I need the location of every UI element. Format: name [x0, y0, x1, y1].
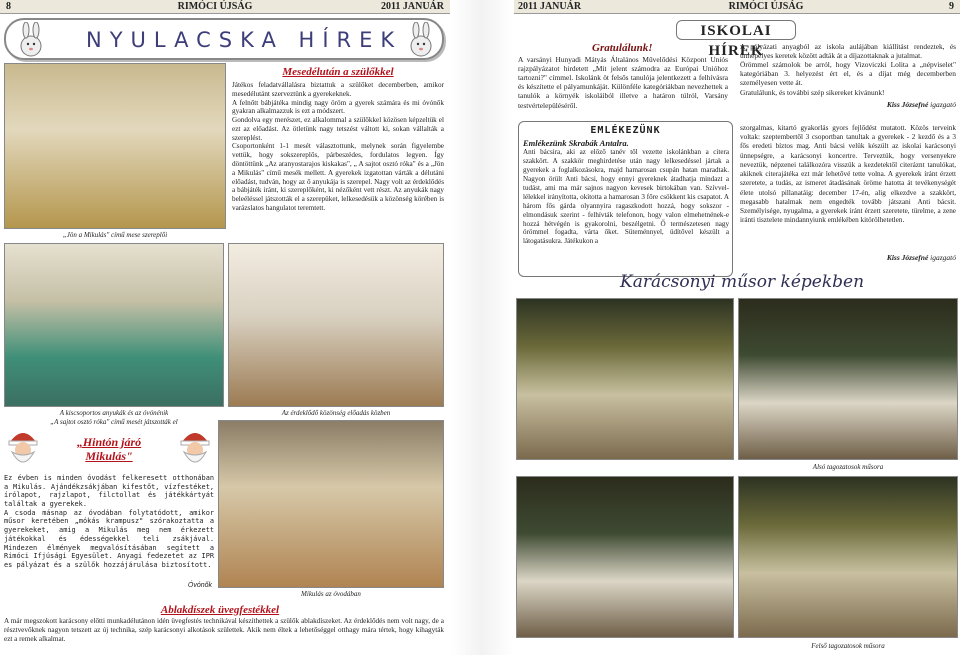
right-page-number: 9 [949, 1, 954, 12]
section-title: ISKOLAI HÍREK [700, 23, 772, 59]
article-body-hinto: Ez évben is minden óvodást felkeresett otthonában a Mikulás. Ajándékzsákjában kifestőt, vízfestéket, írólapot, rajzlapot, filctollat és játékkártyát találtak a gyerekek. A csoda másnap az óvodában folytatódott, amikor műsor keretében „mókás krampusz" szórakoztatta a gyerekeket, amig a Mikulás meg nem érkezett játékokkal és édességekkel teli zsákjával. Mindezen élmények megvalósításában segített a Rimóci Ifjúsági Egyesület. Anyagi fedezetet az IPR es pályázat és a szülők hozzájárulása biztosított. [4, 474, 214, 569]
photo-lower-school-2 [738, 298, 958, 460]
left-newspaper-title: RIMÓCI ÚJSÁG [177, 1, 253, 12]
right-page-header [514, 0, 960, 14]
bunny-icon [404, 22, 438, 58]
palyazat-signature [740, 100, 956, 109]
right-newspaper-title: RIMÓCI ÚJSÁG [728, 1, 804, 12]
emlekezunk-subtitle: Emlékezünk Skrabák Antalra. [523, 138, 629, 148]
santa-icon [4, 428, 42, 468]
photo-santa-kindergarten [218, 420, 444, 588]
emlekezunk-signature-name: Kiss Józsefné [886, 253, 929, 262]
palyazat-signature-role: igazgató [930, 100, 956, 109]
left-issue-date: 2011 JANUÁR [380, 1, 444, 12]
christmas-section-title: Karácsonyi műsor képekben [620, 272, 865, 292]
emlekezunk-signature [740, 253, 956, 262]
caption-santa-kindergarten: Mikulás az óvodában [301, 590, 361, 598]
hinto-title [44, 436, 174, 464]
photo-cheese-fox-play [4, 243, 224, 407]
caption-puppet-cast: „Jön a Mikulás" című mese szereplői [62, 231, 168, 239]
article-title-gratulalunk: Gratulálunk! [592, 42, 653, 54]
left-page-number: 8 [6, 1, 11, 12]
article-body-palyazat: A pályázati anyagból az iskola aulájában kiállítást rendeztek, és ünnepélyes keretek között adták át a díjazottaknak a jutalmat. Örömmel számolok be arról, hogy Vizoviczki Lolita a „népviselet" kategóriában 3. helyezést ért el, és a díjat még decemberben személyesen vette át. Gratulálunk, és további szép sikereket kívánunk! [740, 42, 956, 97]
hinto-title-line2: Mikulás" [85, 448, 133, 463]
article-title-mesedelutan: Mesedélután a szülőkkel [282, 66, 394, 78]
photo-upper-school-1 [516, 476, 734, 638]
hinto-title-line1: „Hintón járó [76, 435, 142, 449]
left-page-header [0, 0, 450, 14]
banner-title: NYULACSKA HÍREK [86, 28, 403, 52]
photo-audience [228, 243, 444, 407]
article-body-emlekezunk-col2: szorgalmas, kitartó gyakorlás gyors fejlődést mutatott. Közös terveink voltak: szeptembertől 3 csoportban tanultak a gyerekek - 2 kezdő és a 3 fős eredeti bíztos mag. Anti bácsi velük készült az iskolai karácsonyi ünnepségre, a karácsonyi koncertre. Terveztük, hogy versenyekre neveztük, népzenei találkozóra visszük a kezdetektől citeráznt tanulókat, akiknek citerajátéka ezt már lehetővé tette volna. A gyerekek íránt érzett szeretete, a tudás, az ismeret átadásának öröme hatotta át tevékenységét élete utolsó pillanatáig: december 17-én, alig elkezdve a szakkört, megasabb hatalmak nem engedték tovább játszani Anti bácsit. Személyisége, nyugalma, a gyerekek iránt érzett szeretete, türelme, a zene iránti tisztelete mindannyiunk emlékében kitörölhetetlen. [740, 124, 956, 225]
caption-audience: Az érdeklődő közönség előadás közben [281, 409, 391, 417]
right-issue-date: 2011 JANUÁR [518, 1, 582, 12]
caption-upper-school: Felső tagozatosok műsora [811, 642, 885, 650]
section-iskolai-hirek [676, 20, 796, 59]
bunny-icon [14, 22, 48, 58]
emlekezunk-signature-role: igazgató [930, 253, 956, 262]
article-body-gratulalunk: A varsányi Hunyadi Mátyás Általános Művelődési Központ Uniós rajzpályázatot hirdetett „Mit jelent számodra az Európai Unióhoz tartozni?" címmel. Iskolánk öt felsős tanulója jelentkezett a felhívásra és készítette el pályamunkáját. Különféle kategóriákban nevezhettek a tanulók a környék iskoláiból illetve a határon túlról, Varsány testvértelepüléséről. [518, 55, 728, 110]
nyulacska-banner [4, 18, 444, 60]
page-gutter [451, 0, 513, 655]
caption-lower-school: Alsó tagozatosok műsora [812, 463, 884, 471]
caption-cheese-fox-tale: „A sajtot osztó róka" című mesét játszották el [50, 418, 178, 426]
santa-icon [176, 428, 214, 468]
article-body-ablakdiszek: A már megszokott karácsony előtti munkadélutánon idén üvegfestés technikával készíthettek a szülők ablakdíszeket. Az érdeklődés nem volt nagy, de a résztvevőknek nagyon tetszett az új technika, szép karácsonyi alkotások születtek. Akik nem éltek a lehetőséggel otthagy mára tértek, hogy kihagyták ezt a remek alkalmat. [4, 617, 444, 643]
hinto-signature: Óvónők [187, 582, 212, 589]
palyazat-signature-name: Kiss Józsefné [886, 100, 929, 109]
emlekezunk-title: EMLÉKEZÜNK [590, 125, 661, 136]
photo-puppet-cast [4, 63, 226, 229]
article-title-ablakdiszek: Ablakdíszek üvegfestékkel [160, 604, 280, 616]
photo-lower-school-1 [516, 298, 734, 460]
article-body-mesedelutan: Játékos feladatvállalásra biztattuk a szülőket decemberben, amikor mesedélutánt szerveztünk a gyerekeknek. A felnőtt bábjátéka mindig nagy öröm a gyerek számára és mi óvónők gyakran alkalmazzuk is ezt a módszert. Gondolva egy merészet, ez alkalommal a szülőkkel közösen képzeltük el ezt az előadást. Az ötletünk nagy tetszést váltott ki, sokan vállalták a szereplést. Csoportonként 1-1 mesét választottunk, melynek során figyelembe vettük, hogy sokszereplős, párbeszédes, fordulatos legyen. Így döntöttünk „Az aranyostarajos kiskakas", „ A sajtot osztó róka" és a „Jön a Mikulás" című mesék mellett. A gyerekek izgatottan várták a délutáni előadást, tudván, hogy az ő anyukája is szerepel. Nagy volt az érdeklődés a bábjáték iránt, ki szereplőként, ki nézőként vett részt. Az anyukák nagy beleéléssel játszották el a szerepüket, lelkesedésük a közönség körében is varázslatos hangulatot teremtett. [232, 81, 444, 212]
photo-upper-school-2 [738, 476, 958, 638]
caption-mothers-teachers: A kiscsoportos anyukák és az óvónénik [59, 409, 169, 417]
article-body-emlekezunk: Anti bácsira, aki az előző tanév től vezette iskolánkban a citera szakkört. A szakkör meghirdetése után nagy lelkesedéssel jártak a gyerekek a foglalkozásokra, majd hamarosan csupán hatan maradtak. Nagyon örült Anti bácsi, hogy ennyi gyereknek átadhatja mindazt a tudást, ami ma már sajnos nagyon kevesek birtokában van. Szívvel-lélekkel irányította, okította a hamarosan 3 főre csökkent kis csapatot. A három fős gárda olyannyira ragaszkodott hozzá, hogy sokszor - elmondásuk szerint - felhívták telefonon, hogy valon elmehetnének-e hozzá hétvégén is gyakorolni, beszélgetni. Ő természetesen nagy örömmel fogadta, várta őket. Süteménnyel, üdítővel készült a látogatásukra. Játékukon a [523, 148, 729, 246]
